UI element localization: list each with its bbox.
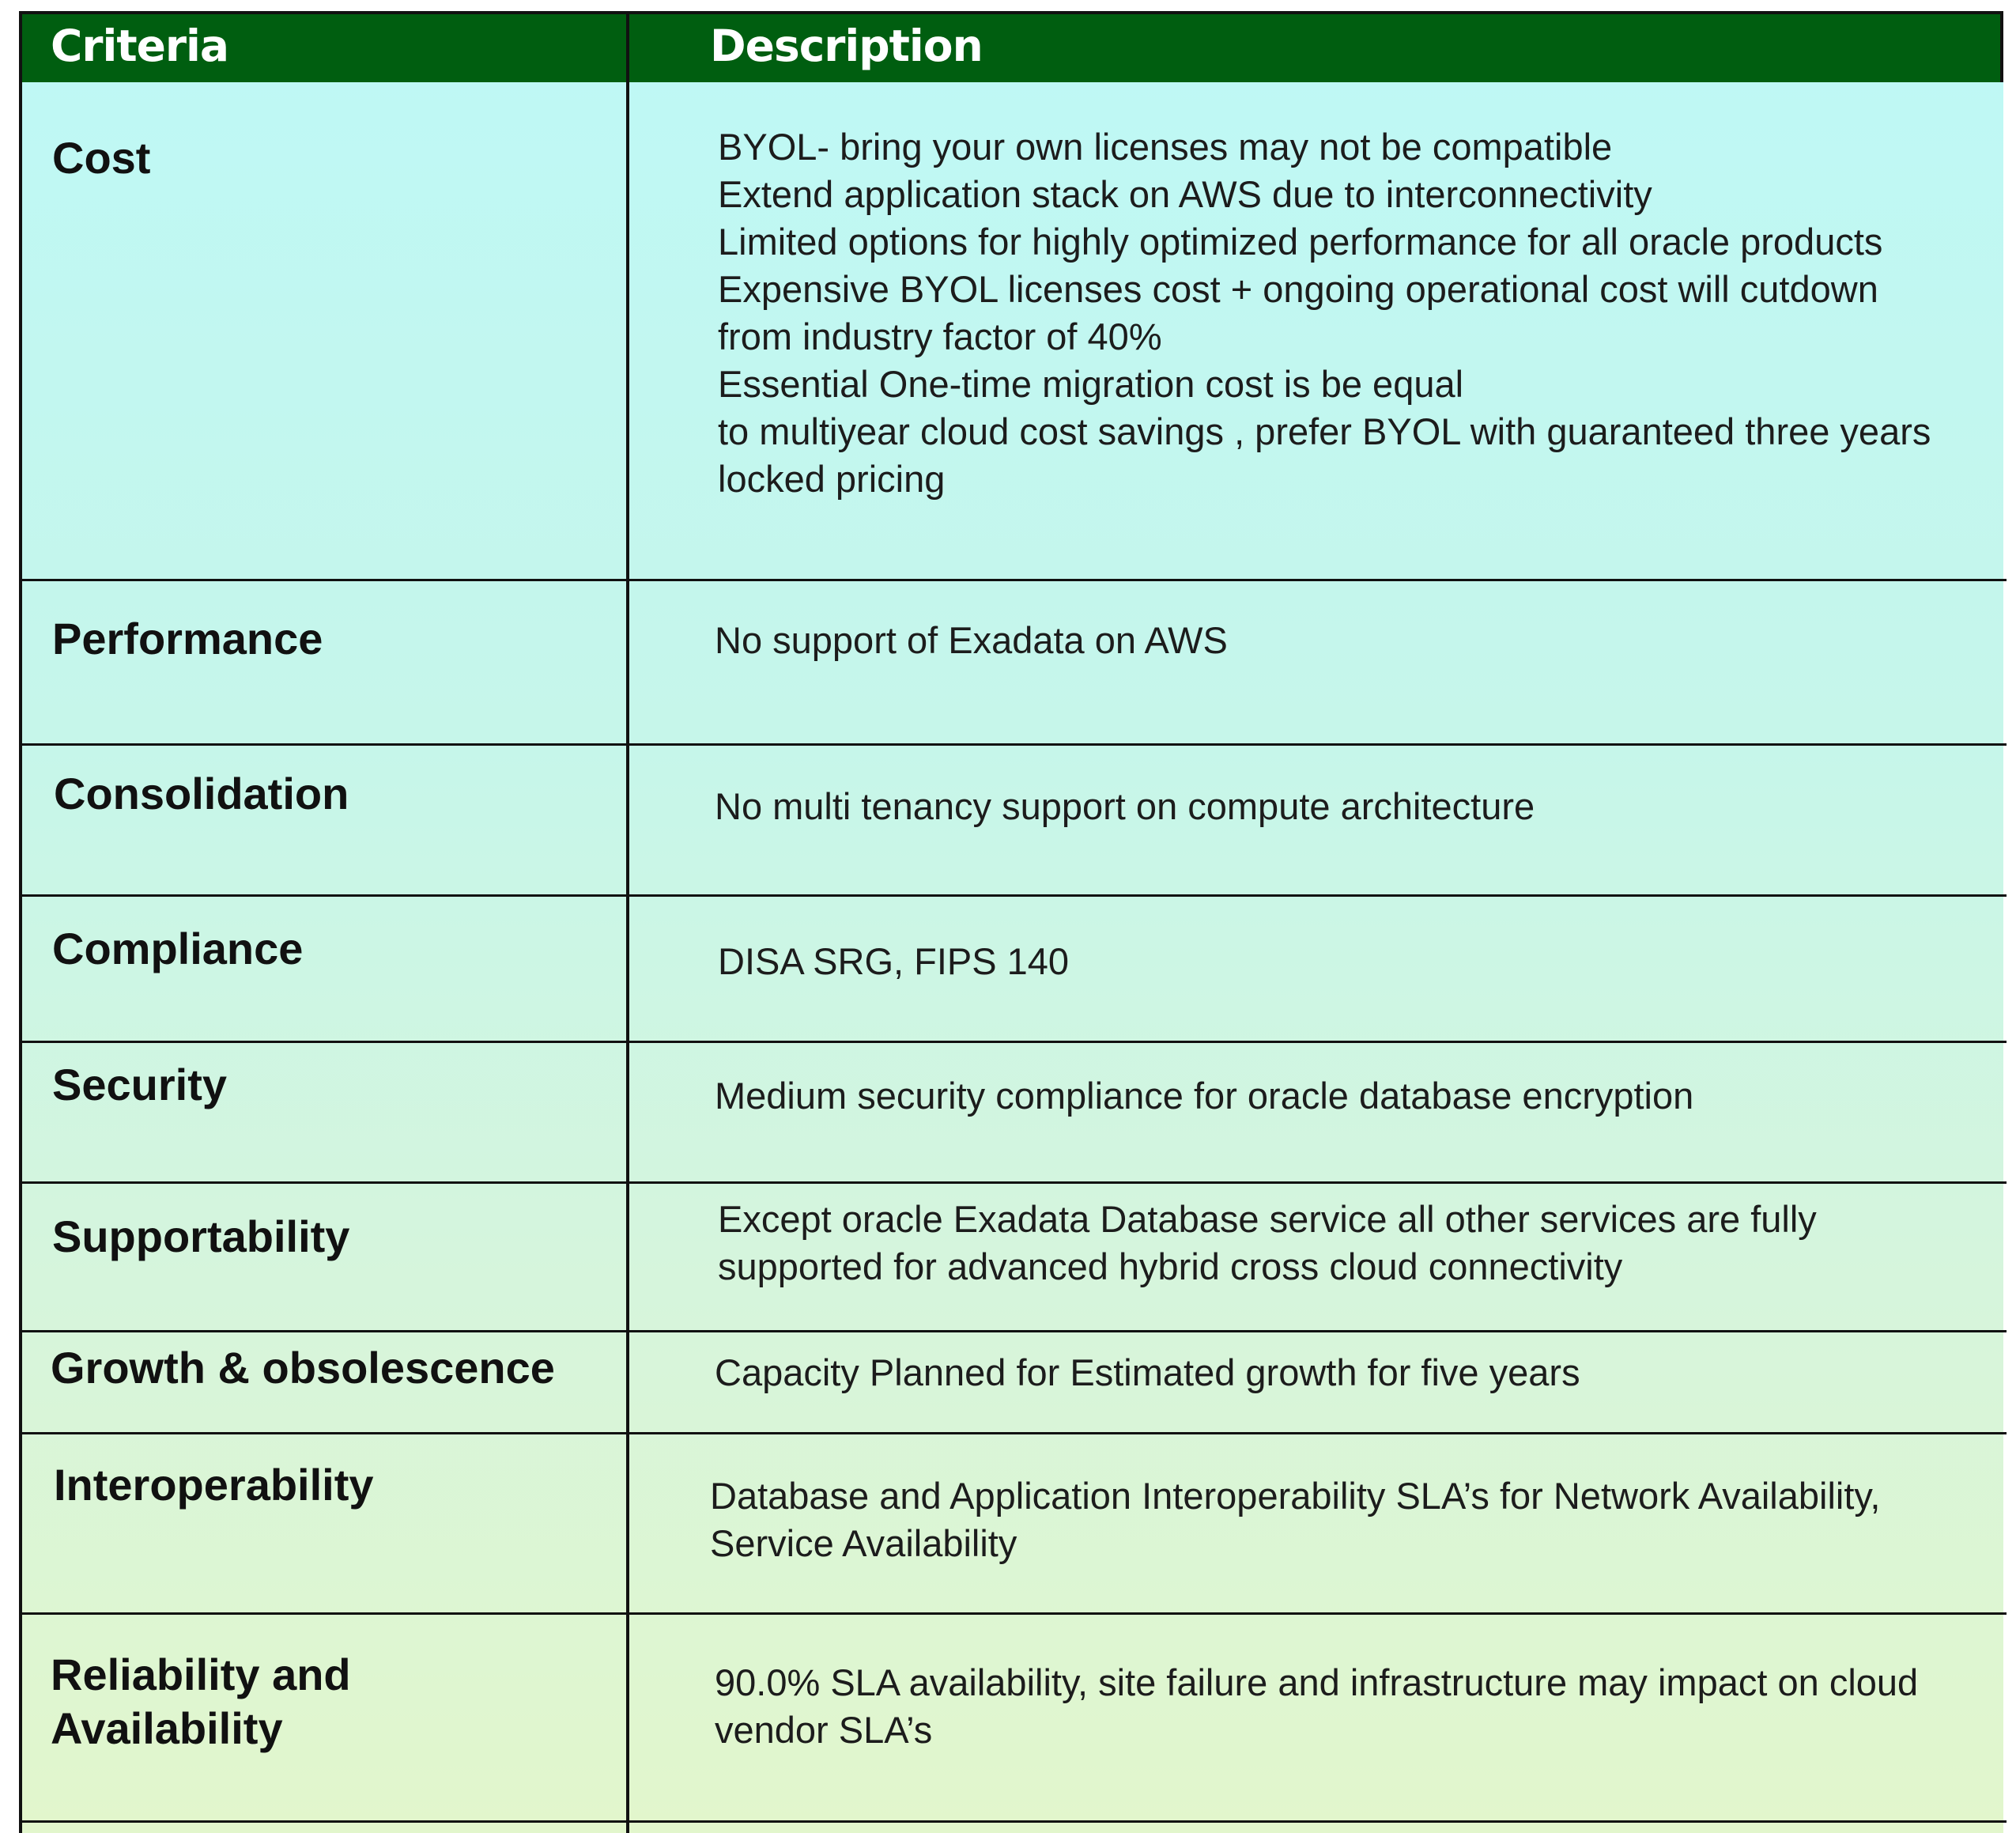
description-security [715,1072,1693,1120]
description-consolidation [715,783,1535,830]
criteria-reliability-availability [51,1648,351,1756]
criteria-line: Reliability and [51,1650,351,1699]
row-separator [22,743,2007,746]
description-growth-obsolescence [715,1349,1580,1396]
header-description: Description [710,21,983,71]
description-line: locked pricing [718,458,946,500]
description-line: vendor SLA’s [715,1709,933,1751]
description-reliability-availability [715,1659,1918,1754]
column-divider [626,11,629,1833]
description-line: Essential One-time migration cost is be equal [718,363,1464,405]
row-separator [22,1041,2007,1043]
description-line: 90.0% SLA availability, site failure and infrastructure may impact on cloud [715,1661,1919,1703]
criteria-interoperability: Interoperability [54,1460,374,1510]
row-separator [22,1330,2007,1332]
description-line: Except oracle Exadata Database service all other services are fully [718,1198,1817,1240]
description-performance [715,617,1228,664]
criteria-growth-obsolescence: Growth & obsolescence [51,1343,555,1393]
description-line: Extend application stack on AWS due to interconnectivity [718,173,1652,215]
row-separator [22,894,2007,897]
criteria-compliance: Compliance [52,924,304,973]
description-line: to multiyear cloud cost savings , prefer BYOL with guaranteed three years [718,410,1931,452]
criteria-performance: Performance [52,614,323,663]
row-separator [22,1612,2007,1615]
description-line: No multi tenancy support on compute architecture [715,785,1535,827]
row-separator [22,1820,2007,1823]
description-supportability [718,1196,1817,1291]
table-header [22,11,2003,82]
criteria-table [19,11,2003,1833]
row-separator [22,579,2007,581]
description-line: BYOL- bring your own licenses may not be compatible [718,126,1613,168]
description-line: No support of Exadata on AWS [715,619,1228,661]
description-line: Expensive BYOL licenses cost + ongoing operational cost will cutdown [718,268,1878,310]
criteria-line: Availability [51,1703,283,1753]
description-line: Database and Application Interoperability SLA’s for Network Availability, [710,1475,1881,1517]
description-interoperability [710,1472,1880,1567]
row-separator [22,1181,2007,1184]
header-criteria: Criteria [51,21,229,71]
description-compliance [718,938,1069,985]
description-line: Capacity Planned for Estimated growth for five years [715,1351,1580,1393]
row-separator [22,1432,2007,1434]
criteria-security: Security [52,1060,227,1109]
header-right-border [2000,11,2003,82]
description-line: Limited options for highly optimized performance for all oracle products [718,221,1883,263]
criteria-cost: Cost [52,133,151,183]
criteria-supportability: Supportability [52,1211,350,1261]
description-line: Medium security compliance for oracle database encryption [715,1075,1694,1117]
description-line: from industry factor of 40% [718,316,1162,357]
description-line: DISA SRG, FIPS 140 [718,940,1070,982]
description-cost [718,123,1931,503]
description-line: supported for advanced hybrid cross cloud connectivity [718,1245,1623,1287]
description-line: Service Availability [710,1522,1017,1564]
criteria-consolidation: Consolidation [54,769,349,818]
